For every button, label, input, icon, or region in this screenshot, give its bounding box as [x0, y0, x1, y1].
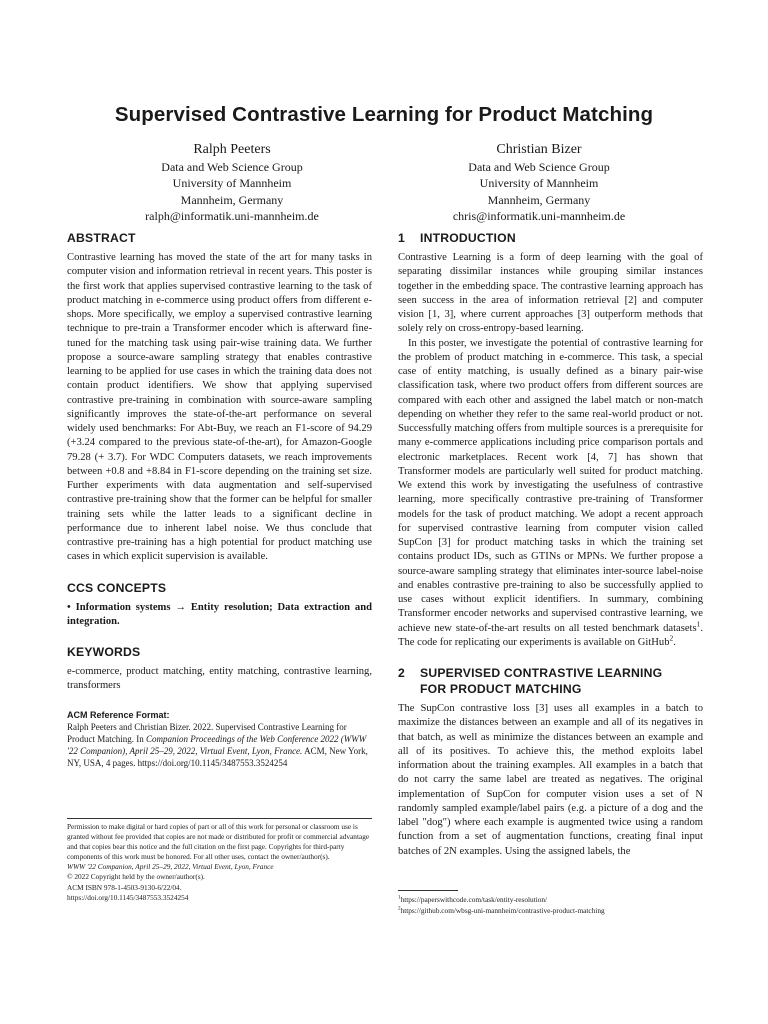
paper-title: Supervised Contrastive Learning for Product Matching [114, 103, 654, 126]
author-group: Data and Web Science Group [468, 160, 610, 174]
author-block-2 [389, 140, 689, 224]
intro-p2-mid: . The code for replicating our experiments is available on GitHub [398, 622, 703, 648]
footnote-ref-1: 1 [696, 618, 701, 628]
acm-reference-text [67, 721, 372, 769]
footnote-2 [398, 905, 703, 916]
right-column [398, 230, 703, 859]
keywords-heading: KEYWORDS [67, 645, 141, 659]
ccs-heading: CCS CONCEPTS [67, 580, 167, 595]
footnote-rule [398, 890, 458, 891]
section-2 [398, 665, 703, 859]
keywords-text: e-commerce, product matching, entity matching, contrastive learning, transformers [67, 666, 372, 692]
left-column [67, 230, 372, 769]
permission-block [67, 822, 372, 903]
footnote-text: https://github.com/wbsg-uni-mannheim/contrastive-product-matching [400, 906, 605, 915]
footnote-ref-2: 2 [669, 633, 674, 643]
acm-reference-venue: Companion Proceedings of the Web Conference 2022 (WWW '22 Companion), April 25–29, 2022, Virtual Event, Lyon, France. [67, 733, 367, 756]
author-location: Mannheim, Germany [180, 192, 284, 207]
author-location: Mannheim, Germany [487, 192, 591, 207]
abstract-heading: ABSTRACT [67, 231, 136, 245]
introduction-heading [398, 230, 703, 246]
footnote-number: 1 [398, 894, 401, 901]
acm-reference [67, 709, 372, 769]
author-name: Christian Bizer [496, 142, 582, 157]
intro-paragraph-2 [398, 337, 703, 651]
section-title: INTRODUCTION [420, 231, 516, 245]
intro-p2-end: . [673, 636, 676, 648]
section-number: 1 [398, 231, 405, 245]
isbn-line: ACM ISBN 978-1-4503-9130-6/22/04. [67, 882, 182, 892]
footnotes [398, 894, 703, 916]
author-email: ralph@informatik.uni-mannheim.de [145, 208, 319, 223]
footnote-text: https://paperswithcode.com/task/entity-resolution/ [400, 895, 548, 904]
copyright-line: © 2022 Copyright held by the owner/author(s). [67, 872, 205, 882]
author-university: University of Mannheim [172, 176, 292, 191]
doi-line: https://doi.org/10.1145/3487553.3524254 [67, 892, 189, 902]
section-title-line-1: SUPERVISED CONTRASTIVE LEARNING [420, 666, 663, 680]
intro-paragraph-1: Contrastive Learning is a form of deep learning with the goal of separating dissimilar instances while grouping similar instances together in the embedding space. The contrastive learning approach has seen success in the area of information retrieval [2] and computer vision [1, 3], where current approaches [3] outperform methods that solely rely on cross-entropy-based learning. [398, 252, 703, 335]
footnote-number: 2 [398, 905, 401, 912]
author-email: chris@informatik.uni-mannheim.de [452, 208, 626, 223]
acm-reference-tail: ACM, New York, NY, USA, 4 pages. https://doi.org/10.1145/3487553.3524254 [67, 745, 368, 768]
abstract-section [67, 230, 372, 565]
author-university: University of Mannheim [479, 176, 599, 191]
author-name: Ralph Peeters [193, 142, 271, 157]
section-number: 2 [398, 666, 405, 680]
author-block-1 [82, 140, 382, 224]
conference-line: WWW '22 Companion, April 25–29, 2022, Virtual Event, Lyon, France [67, 862, 274, 872]
acm-reference-authors: Ralph Peeters and Christian Bizer. 2022. Supervised Contrastive Learning for Product Matching. In [67, 721, 347, 744]
section-title [420, 665, 662, 697]
intro-p2-text: In this poster, we investigate the potential of contrastive learning for the problem of product matching in e-commerce. This task, a special case of entity matching, is usually defined as a binary pair-wise classification task, where two product offers from different sources are compared with each other and assigned the label match or non-match depending on whether they refer to the same real-world product or not. Successfully matching offers from multiple sources is a prerequisite for many e-commerce applications including price comparison portals and electronic marketplaces. Recent work [4, 7] has shown that Transformer models are particularly well suited for product matching. We extend this work by investigating the usefulness of contrastive learning, more specifically contrastive pre-training of Transformer models for the task of product matching. We adopt a recent approach for supervised contrastive learning from computer vision called SupCon [3] for product matching tasks in which the training set contains product IDs, such as GTINs or MPNs. We further propose a source-aware sampling strategy that eliminates inter-source label-noise and enables contrastive pre-training to also be successfully applied to use cases without explicit identifiers. In summary, combining Transformer encoder networks and supervised contrastive learning, we achieve new state-of-the-art results on all tested benchmark datasets [398, 337, 703, 634]
keywords-section [67, 644, 372, 694]
permission-text: Permission to make digital or hard copies of part or all of this work for personal or classroom use is granted without fee provided that copies are not made or distributed for profit or commercial advantage and that copies bear this notice and the full citation on the first page. Copyrights for third-party components of this work must be honored. For all other uses, contact the owner/author(s). [67, 822, 370, 862]
ccs-text: • Information systems → Entity resolution; Data extraction and integration. [67, 601, 372, 627]
ccs-section [67, 580, 372, 630]
section-title-line-2: FOR PRODUCT MATCHING [420, 682, 582, 696]
section-2-heading [398, 665, 703, 697]
acm-reference-heading: ACM Reference Format: [67, 709, 170, 720]
author-group: Data and Web Science Group [161, 160, 303, 174]
abstract-text: Contrastive learning has moved the state of the art for many tasks in computer vision and information retrieval in recent years. This poster is the first work that applies supervised contrastive learning to the task of product matching in e-commerce using product offers from different e-shops. More specifically, we employ a supervised contrastive learning technique to pre-train a Transformer encoder which is afterward fine-tuned for the matching task using pair-wise training data. We further propose a source-aware sampling strategy that enables contrastive learning to be applied for use cases in which the training data does not contain product identifiers. We show that applying supervised contrastive pre-training in combination with source-aware sampling significantly improves the state-of-the-art performance on several widely used benchmarks: For Abt-Buy, we reach an F1-score of 94.29 (+3.24 compared to the previous state-of-the-art), for Amazon-Google 79.28 (+ 3.7). For WDC Computers datasets, we reach improvements between +0.8 and +8.84 in F1-score depending on the training set size. Further experiments with data augmentation and self-supervised contrastive pre-training show that the former can be helpful for smaller training sets while the latter leads to a significant decline in performance due to inherent label noise. We thus conclude that contrastive pre-training has a high potential for product matching use cases in which explicit supervision is available. [67, 252, 372, 563]
footnote-1 [398, 894, 703, 905]
section-2-paragraph-1: The SupCon contrastive loss [3] uses all examples in a batch to maximize the distances between an example and all of its negatives in that batch, as well as minimize the distances between an example and all of its positives. To achieve this, the method exploits label information about the training examples. All examples in a batch that do not carry the same label are treated as negatives. The original implementation of SupCon for computer vision uses a set of N randomly sampled example/label pairs (e.g. a picture of a dog and the label "dog") where each example is augmented twice using a random function from a set of augmentation functions, creating final input batches of 2N examples. Using the assigned labels, the [398, 703, 703, 857]
permission-rule [67, 818, 372, 819]
introduction-section [398, 230, 703, 650]
